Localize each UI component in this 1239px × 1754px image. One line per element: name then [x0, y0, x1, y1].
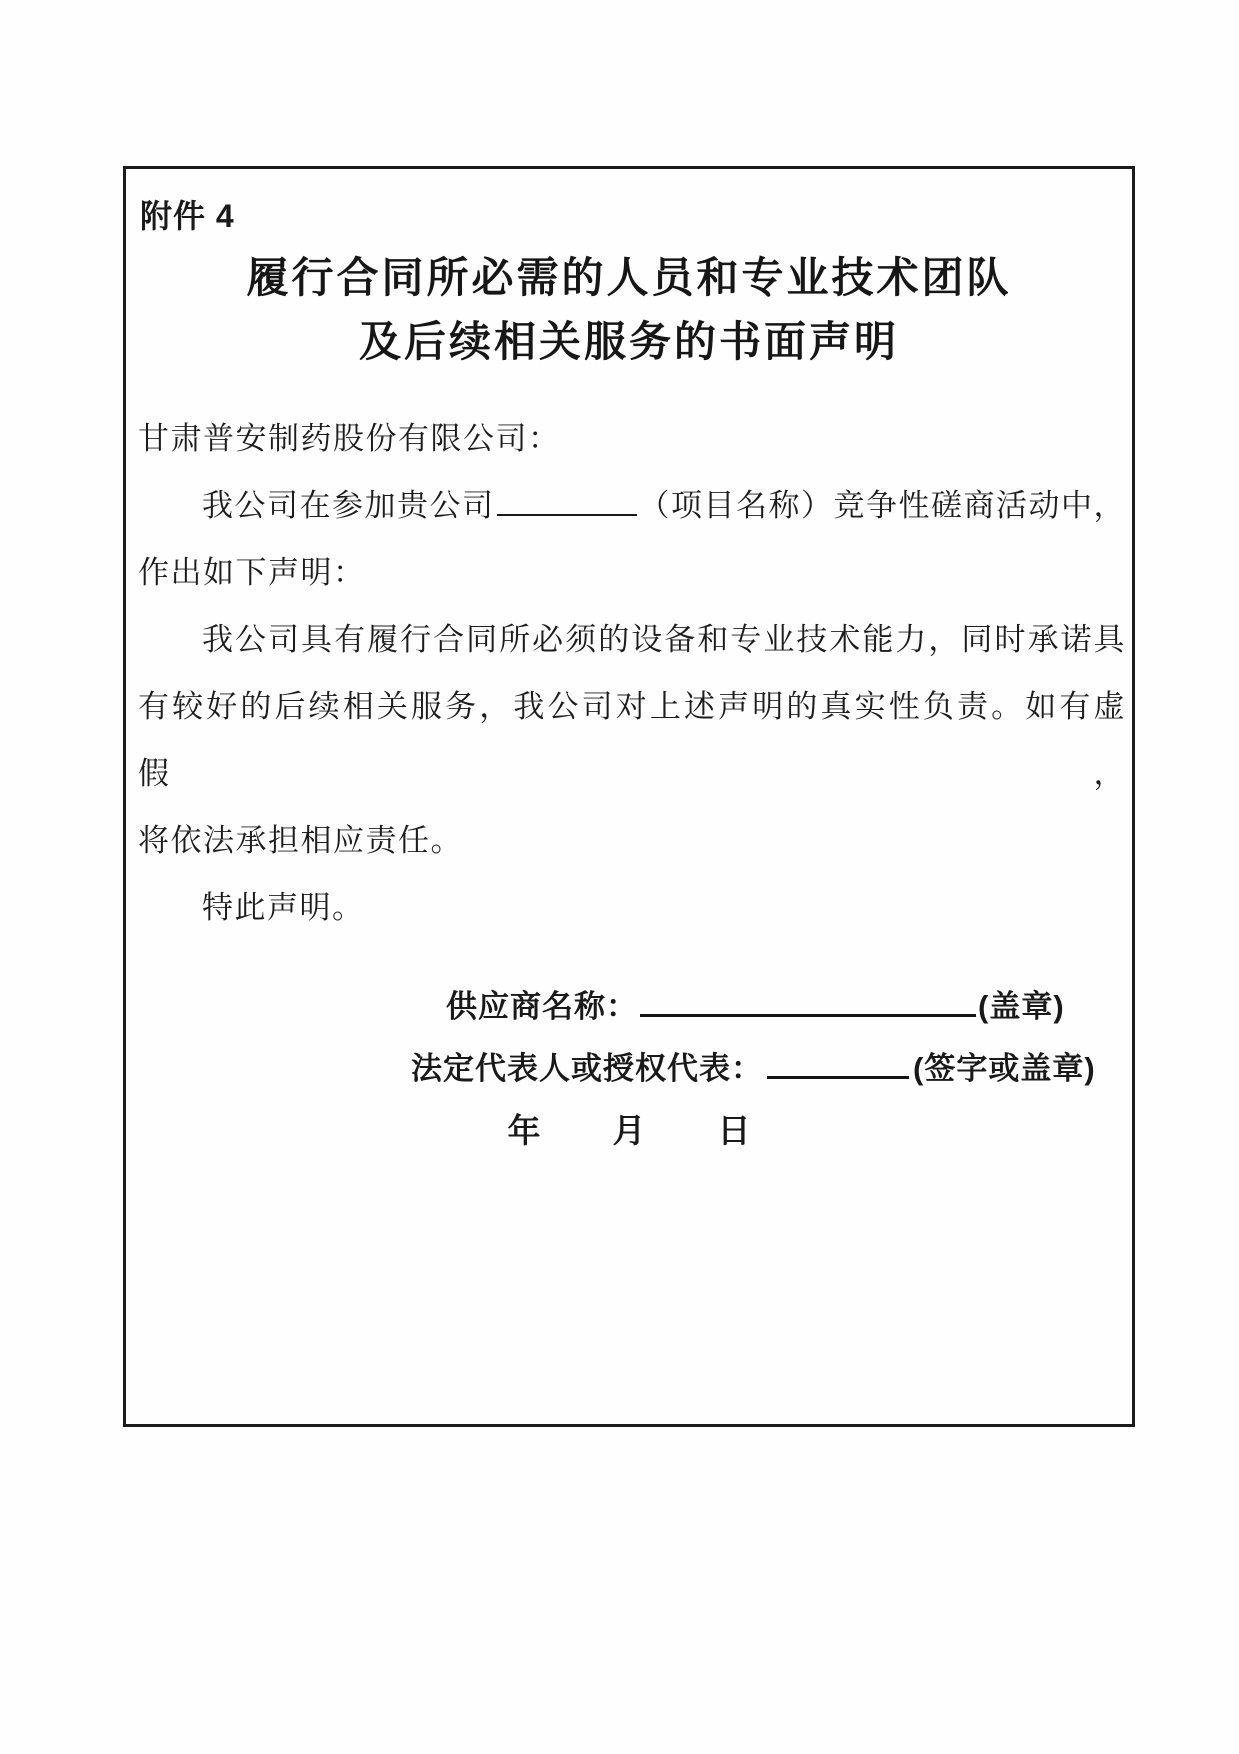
month-label: 月 [612, 1112, 646, 1149]
attachment-label: 附件 4 [140, 198, 235, 234]
declaration-intro-line: 作出如下声明： [138, 555, 366, 590]
representative-signature-line [411, 1043, 1096, 1088]
addressee-line: 甘肃普安制药股份有限公司： [138, 421, 561, 456]
document-title-line-1: 履行合同所必需的人员和专业技术团队 [246, 254, 1012, 301]
date-line [126, 1105, 1132, 1152]
supplier-signature-line [446, 981, 1065, 1026]
representative-signature-blank [767, 1048, 909, 1079]
statement-line-3: 将依法承担相应责任。 [138, 823, 463, 858]
opening-paragraph-line [138, 472, 1126, 539]
day-label: 日 [717, 1112, 751, 1149]
statement-line-1: 我公司具有履行合同所必须的设备和专业技术能力，同时承诺具 [202, 622, 1126, 657]
opening-text-before-blank: 我公司在参加贵公司 [202, 488, 495, 523]
representative-seal-suffix: (签字或盖章) [913, 1051, 1096, 1086]
document-title-line-2: 及后续相关服务的书面声明 [358, 318, 899, 365]
supplier-name-blank [640, 986, 976, 1017]
year-label: 年 [507, 1112, 541, 1149]
representative-label: 法定代表人或授权代表： [411, 1051, 763, 1086]
closing-line: 特此声明。 [202, 890, 365, 925]
document-body [138, 405, 1126, 941]
opening-text-after-blank: （项目名称）竞争性磋商活动中， [638, 488, 1126, 523]
project-name-blank [497, 485, 637, 516]
statement-line-2: 有较好的后续相关服务，我公司对上述声明的真实性负责。如有虚假， [138, 689, 1126, 791]
supplier-seal-suffix: (盖章) [978, 989, 1065, 1024]
document-border-box [123, 166, 1135, 1427]
supplier-name-label: 供应商名称： [446, 989, 638, 1024]
